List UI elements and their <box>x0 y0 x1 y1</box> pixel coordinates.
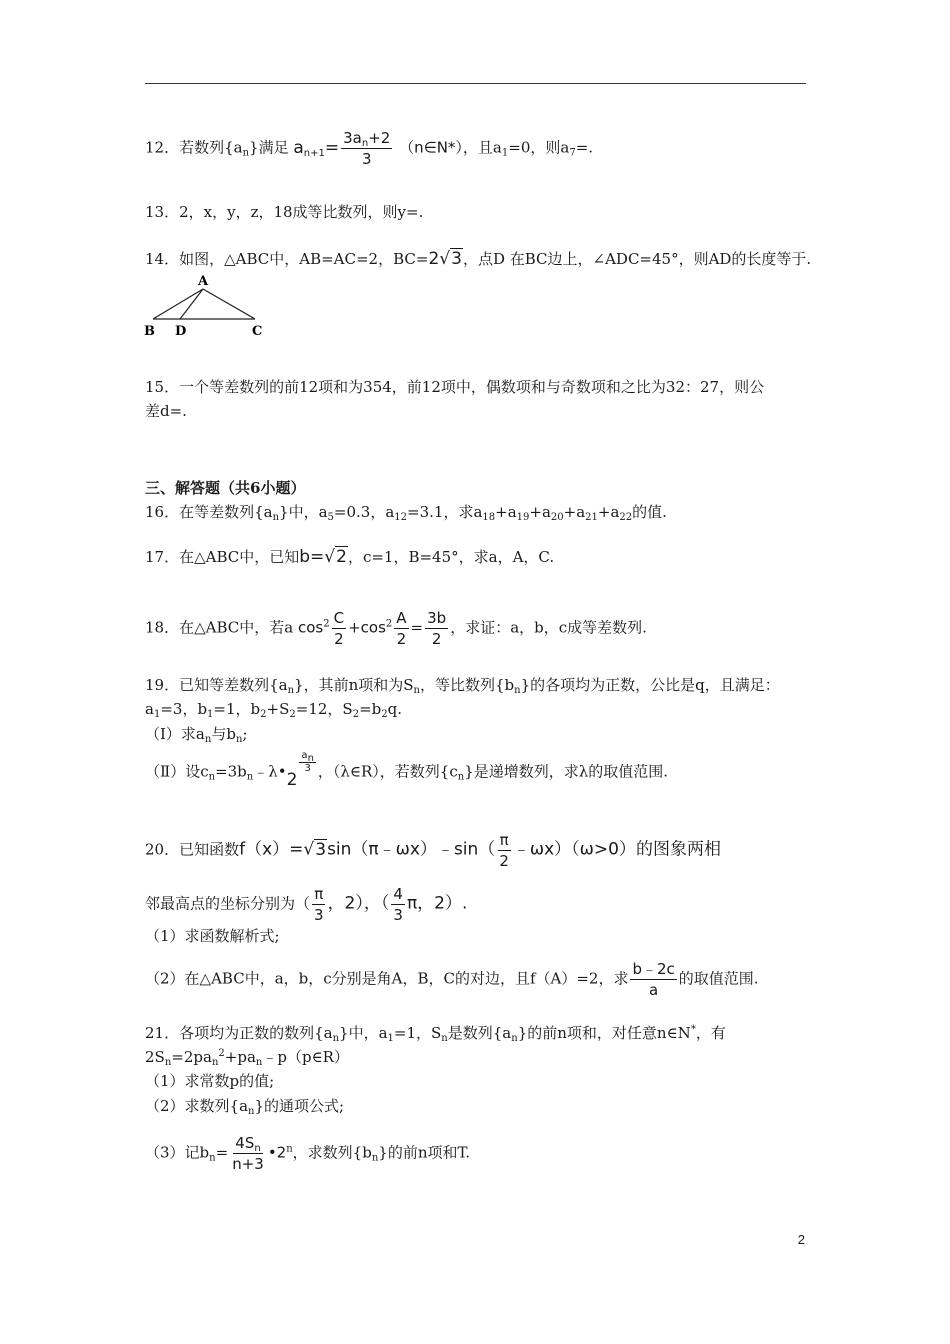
vertex-label-c: C <box>252 324 263 339</box>
triangle-figure <box>143 272 273 342</box>
fraction-pi-over-3: $\frac{\pi}{3}$ <box>314 885 324 924</box>
sqrt-3: √3 <box>303 839 327 860</box>
question-16: 16．在等差数列$\{a_n\}$中，$a_5=0.3$，$a_{12}=3.1$，求$a_{18}+a_{19}+a_{20}+a_{21}+a_{22}$的值. <box>145 503 667 523</box>
vertex-label-d: D <box>175 324 187 339</box>
fraction-3b-over-2: $\frac{3b}{2}$ <box>427 609 447 648</box>
fraction-4sn-over-n-plus-3: $\frac{4S_n}{n+3}$ <box>232 1134 264 1173</box>
fraction-recurrence: $\frac{3a_n+2}{3}$ <box>343 129 391 168</box>
fraction-pi-over-2: $\frac{\pi}{2}$ <box>499 831 509 870</box>
question-21-line2: $2S_n=2pa_n^2+pa_n﹣p(p\in R)$ <box>145 1048 349 1068</box>
question-20-line2: 邻最高点的坐标分别为（ $\frac{\pi}{3}$ ，2），（ $\frac{4}{3}$ π，2）. <box>145 885 468 924</box>
question-20-part1: （1）求函数解析式; <box>145 927 280 945</box>
b-equals-sqrt: b=√2 <box>299 547 347 567</box>
question-20-part2: （2）在△ABC中，a，b，c分别是角A，B，C的对边，且f（A）=2，求 $\frac{b﹣2c}{a}$ 的取值范围. <box>145 960 759 999</box>
question-19-line2: $a_1=3$，$b_1=1$，$b_2+S_2=12$，$S_2=b_2q$. <box>145 700 402 720</box>
fraction-b-minus-2c-over-a: $\frac{b﹣2c}{a}$ <box>632 960 675 999</box>
header-rule <box>145 83 806 84</box>
sqrt-expression: 2√3 <box>428 249 462 269</box>
question-15-line2: 差d=. <box>145 402 187 420</box>
vertex-label-b: B <box>144 324 155 339</box>
question-21-part1: （1）求常数p的值; <box>145 1072 275 1090</box>
formula-a-n-plus-1: $a_{n+1}=$ <box>293 137 340 159</box>
question-21-part2: （2）求数列$\{a_n\}$的通项公式; <box>145 1097 345 1117</box>
question-18: 18．在△ABC中，若a $\cos^2$ $\frac{C}{2}$ $+\cos^2$ $\frac{A}{2}$ = $\frac{3b}{2}$ ，求证：a，b，c成等差数列. <box>145 609 647 648</box>
question-21-part3: （3）记$b_n=$ $\frac{4S_n}{n+3}$ •2$^n$，求数列$\{b_n\}$的前n项和T. <box>145 1134 471 1173</box>
question-17: 17．在△ABC中，已知b=√2，c=1，B=45°，求a，A，C. <box>145 547 555 567</box>
fraction-c-over-2: $\frac{C}{2}$ <box>333 609 345 648</box>
question-19-line1: 19．已知等差数列$\{a_n\}$，其前n项和为$S_n$，等比数列$\{b_n\}$的各项均为正数，公比是q，且满足： <box>145 676 780 696</box>
question-13: 13．2，x，y，z，18成等比数列，则y=. <box>145 203 424 221</box>
question-19-part1: （Ⅰ）求$a_n$与$b_n$; <box>145 725 248 745</box>
question-21-line1: 21．各项均为正数的数列$\{a_n\}$中，$a_1=1$，$S_n$是数列$\{a_n\}$的前n项和，对任意n∈N*，有 <box>145 1024 726 1044</box>
question-14: 14．如图，△ABC中，AB=AC=2，BC=2√3，点D 在BC边上，∠ADC=45°，则AD的长度等于. <box>145 249 812 269</box>
question-12: 12．若数列$\{a_n\}$满足 $a_{n+1}=$ $\frac{3a_n+2}{3}$ （n∈N*），且$a_1=0$，则$a_7=$. <box>145 129 594 168</box>
page-number: 2 <box>797 1232 805 1247</box>
fraction-4-over-3: $\frac{4}{3}$ <box>393 885 403 924</box>
vertex-label-a: A <box>198 274 209 289</box>
question-19-part2: （Ⅱ）设$c_n=3b_n﹣\lambda•2$ $\frac{a_n}{3}$ ，（λ∈R），若数列$\{c_n\}$是递增数列，求λ的取值范围. <box>145 750 669 790</box>
section-heading: 三、解答题（共6小题） <box>145 479 306 497</box>
fraction-a-over-2: $\frac{A}{2}$ <box>396 609 407 648</box>
question-20-line1: 20．已知函数f（x）=√3sin（π﹣ωx）﹣sin（ $\frac{\pi}{2}$ ﹣ωx）（ω>0）的图象两相 <box>145 831 721 870</box>
question-15-line1: 15．一个等差数列的前12项和为354，前12项中，偶数项和与奇数项和之比为32：27，则公 <box>145 378 765 396</box>
exponent-an-over-3: $\frac{a_n}{3}$ <box>301 750 314 774</box>
